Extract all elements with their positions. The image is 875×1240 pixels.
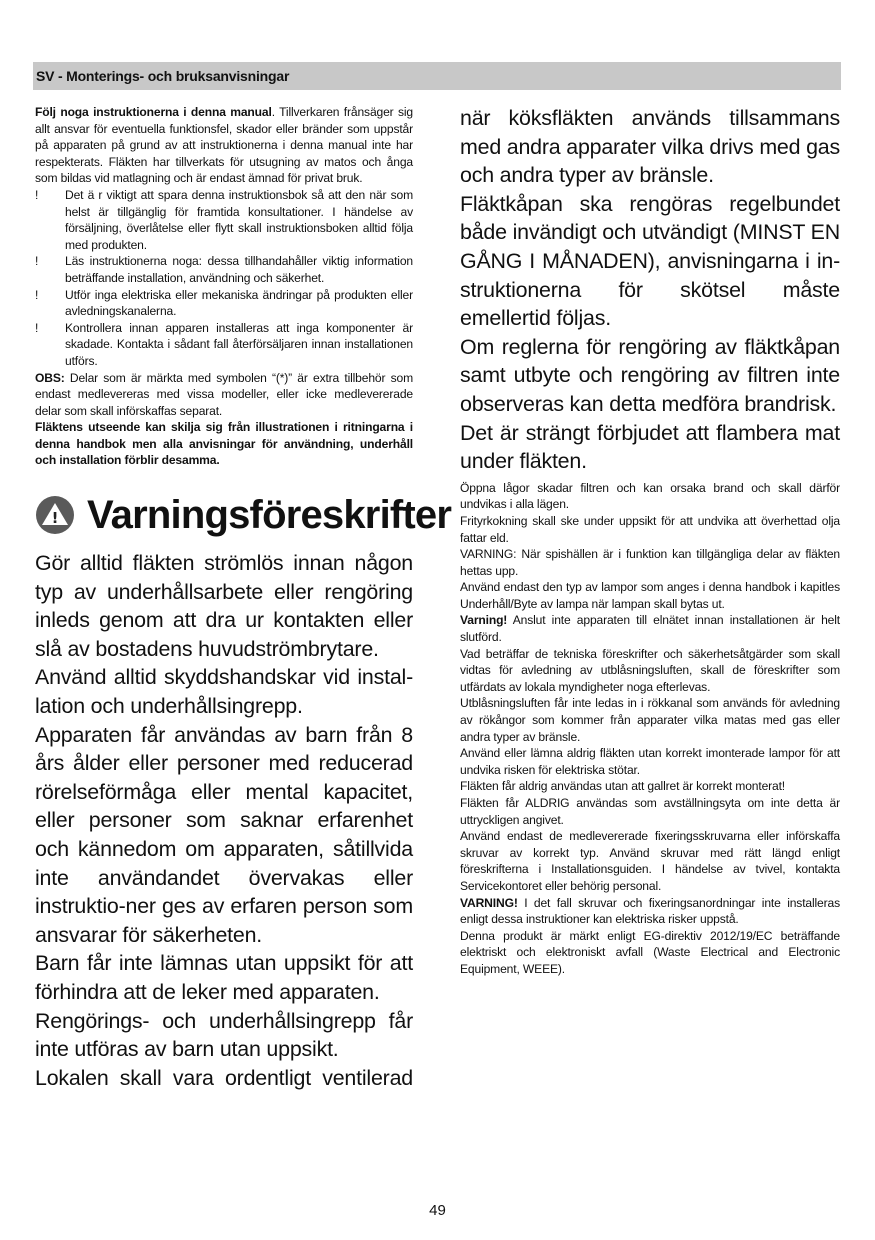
obs-note bbox=[35, 370, 413, 420]
safety-paragraph-text: Fläkten får ALDRIG användas som avställningsyta om inte detta är uttryckligen angivet. bbox=[460, 796, 840, 827]
list-item-text: Läs instruktionerna noga: dessa tillhandahåller viktig information beträffande installation, användning och säkerhet. bbox=[65, 254, 413, 285]
warning-paragraph: Fläktkåpan ska rengöras regelbundet både invändigt och utvändigt (MINST EN GÅNG I MÅNADEN), anvisningarna i in-struktionerna för skötsel måste emellertid följas. bbox=[460, 191, 840, 331]
safety-paragraph-text: Öppna lågor skadar filtren och kan orsaka brand och skall därför undvikas i alla lägen. bbox=[460, 480, 840, 512]
list-item bbox=[35, 187, 413, 253]
safety-paragraph-label: Varning! bbox=[460, 613, 508, 628]
safety-paragraph bbox=[460, 795, 840, 828]
safety-paragraph bbox=[460, 546, 840, 579]
warning-paragraph: Använd alltid skyddshandskar vid instal-lation och underhållsingrepp. bbox=[35, 665, 413, 719]
safety-paragraph bbox=[460, 612, 840, 645]
safety-paragraph bbox=[460, 480, 840, 513]
safety-paragraph bbox=[460, 778, 840, 795]
intro-paragraph bbox=[35, 104, 413, 187]
appearance-note bbox=[35, 419, 413, 469]
intro-text: . Tillverkaren frånsäger sig allt ansvar för eventuella funktionsfel, skador eller bränder som uppstår på apparaten på grund av att instruktionerna i denna manual inte har respekterats. Fläkten har tillverkats för utsugning av matos och ånga som bildas vid matlagning och är endast ämnad för privat bruk. bbox=[35, 105, 414, 186]
page-number: 49 bbox=[429, 1202, 446, 1219]
safety-paragraph bbox=[460, 579, 840, 612]
exclamation-mark: ! bbox=[35, 254, 39, 269]
safety-paragraph bbox=[460, 513, 840, 546]
safety-paragraph bbox=[460, 646, 840, 696]
warning-paragraph: när köksfläkten används tillsammans med andra apparater vilka drivs med gas och andra typer av bränsle. bbox=[460, 106, 840, 188]
safety-paragraph-text: Denna produkt är märkt enligt EG-direktiv 2012/19/EC beträffande elektriskt och elektroniskt avfall (Waste Electrical and Electronic Equipment, WEEE). bbox=[460, 928, 840, 976]
obs-label: OBS: bbox=[35, 370, 65, 385]
warnings-heading-text: Varningsföreskrifter bbox=[87, 493, 452, 538]
safety-paragraph bbox=[460, 695, 840, 745]
safety-paragraph-text: Vad beträffar de tekniska föreskrifter och säkerhetsåtgärder som skall vidtas för avledning av utblåsningsluften, skall de föreskrifter som utfärdats av lokala myndigheter noga efterlevas. bbox=[460, 646, 840, 694]
warnings-heading bbox=[35, 485, 452, 545]
list-item-text: Det ä r viktigt att spara denna instruktionsbok så att den när som helst är tillgänglig för framtida konsultationer. I händelse av försäljning, överlåtelse eller flytt skall instruktionsboken alltid följa med produkten. bbox=[65, 187, 413, 252]
exclamation-mark: ! bbox=[35, 320, 39, 335]
obs-text: Delar som är märkta med symbolen “(*)” är extra tillbehör som endast medlevereras med vissa modeller, eller icke medlevererade delar som skall införskaffas separat. bbox=[35, 370, 413, 418]
warning-paragraph: Lokalen skall vara ordentligt ventilerad bbox=[35, 1065, 413, 1090]
intro-bold-lead: Följ noga instruktionerna i denna manual bbox=[35, 105, 272, 119]
safety-paragraph bbox=[460, 895, 840, 928]
warning-paragraph: Apparaten får användas av barn från 8 års ålder eller personer med reducerad rörelseförmåga eller mental kapacitet, eller personer som saknar erfarenhet och kännedom om apparaten, såtillvida inte användandet övervakas eller instruktio-ner ges av erfaren person som ansvarar för säkerheten. bbox=[35, 722, 413, 947]
safety-paragraph-text: Anslut inte apparaten till elnätet innan installationen är helt slutförd. bbox=[460, 613, 840, 645]
list-item bbox=[35, 287, 413, 320]
section-title: SV - Monterings- och bruksanvisningar bbox=[36, 68, 290, 84]
safety-paragraph-text: Fläkten får aldrig användas utan att gallret är korrekt monterat! bbox=[460, 779, 786, 794]
safety-paragraph-text: Använd eller lämna aldrig fläkten utan korrekt imonterade lampor för att undvika risken för elektriska stötar. bbox=[460, 746, 840, 777]
safety-paragraph-text: Utblåsningsluften får inte ledas in i rökkanal som används för avledning av rökångor som kommer från apparater vilka matas med gas eller andra typer av bränsle. bbox=[460, 696, 840, 744]
list-item bbox=[35, 320, 413, 370]
warning-paragraph: Rengörings- och underhållsingrepp får inte utföras av barn utan uppsikt. bbox=[35, 1008, 413, 1062]
list-item-text: Kontrollera innan apparen installeras att inga komponenter är skadade. Kontakta i sådant fall återförsäljaren innan installationen utförs. bbox=[65, 320, 413, 368]
warning-paragraph: Gör alltid fläkten strömlös innan någon typ av underhållsarbete eller rengöring inleds genom att dra ur kontakten eller slå av bostadens huvudströmbrytare. bbox=[35, 551, 413, 661]
list-item-text: Utför inga elektriska eller mekaniska ändringar på produkten eller avledningskanalerna. bbox=[65, 287, 413, 319]
list-item bbox=[35, 253, 413, 286]
left-column bbox=[35, 104, 452, 1092]
safety-paragraph-label: VARNING! bbox=[460, 895, 518, 910]
section-header bbox=[33, 62, 841, 90]
safety-paragraph-text: Använd endast de medlevererade fixeringsskruvarna eller införskaffa skruvar av korrekt typ. Använd skruvar med rätt längd enligt föreskrifterna i Installationsguiden. I händelse av tvivel, kontakta Servicekontoret eller behörig personal. bbox=[460, 829, 840, 893]
safety-paragraph bbox=[460, 928, 840, 978]
warning-paragraph: Det är strängt förbjudet att flambera mat under fläkten. bbox=[460, 420, 840, 474]
warning-paragraph: Om reglerna för rengöring av fläktkåpan samt utbyte och rengöring av filtren inte observeras kan detta medföra brandrisk. bbox=[460, 334, 840, 416]
safety-paragraph-text: VARNING: När spishällen är i funktion kan tillgängliga delar av fläkten hettas upp. bbox=[460, 547, 840, 578]
safety-paragraph bbox=[460, 828, 840, 894]
warning-icon bbox=[35, 495, 75, 535]
exclamation-mark: ! bbox=[35, 287, 39, 302]
exclamation-mark: ! bbox=[35, 187, 39, 202]
safety-paragraph-text: Använd endast den typ av lampor som anges i denna handbok i kapitles Underhåll/Byte av lampa när lampan skall bytas ut. bbox=[460, 580, 840, 611]
warning-paragraph: Barn får inte lämnas utan uppsikt för att förhindra att de leker med apparaten. bbox=[35, 951, 413, 1004]
safety-paragraph-text: Frityrkokning skall ske under uppsikt för att undvika att överhettad olja fattar eld. bbox=[460, 513, 840, 545]
appearance-note-text: Fläktens utseende kan skilja sig från illustrationen i ritningarna i denna handbok men alla anvisningar för användning, underhåll och installation förblir desamma. bbox=[35, 420, 413, 468]
safety-paragraph-text: I det fall skruvar och fixeringsanordningar inte installeras enligt dessa instruktioner kan elektriska risker uppstå. bbox=[460, 895, 840, 927]
safety-paragraph bbox=[460, 745, 840, 778]
right-column bbox=[460, 104, 840, 978]
warning-icon-glyph: ! bbox=[51, 509, 59, 528]
